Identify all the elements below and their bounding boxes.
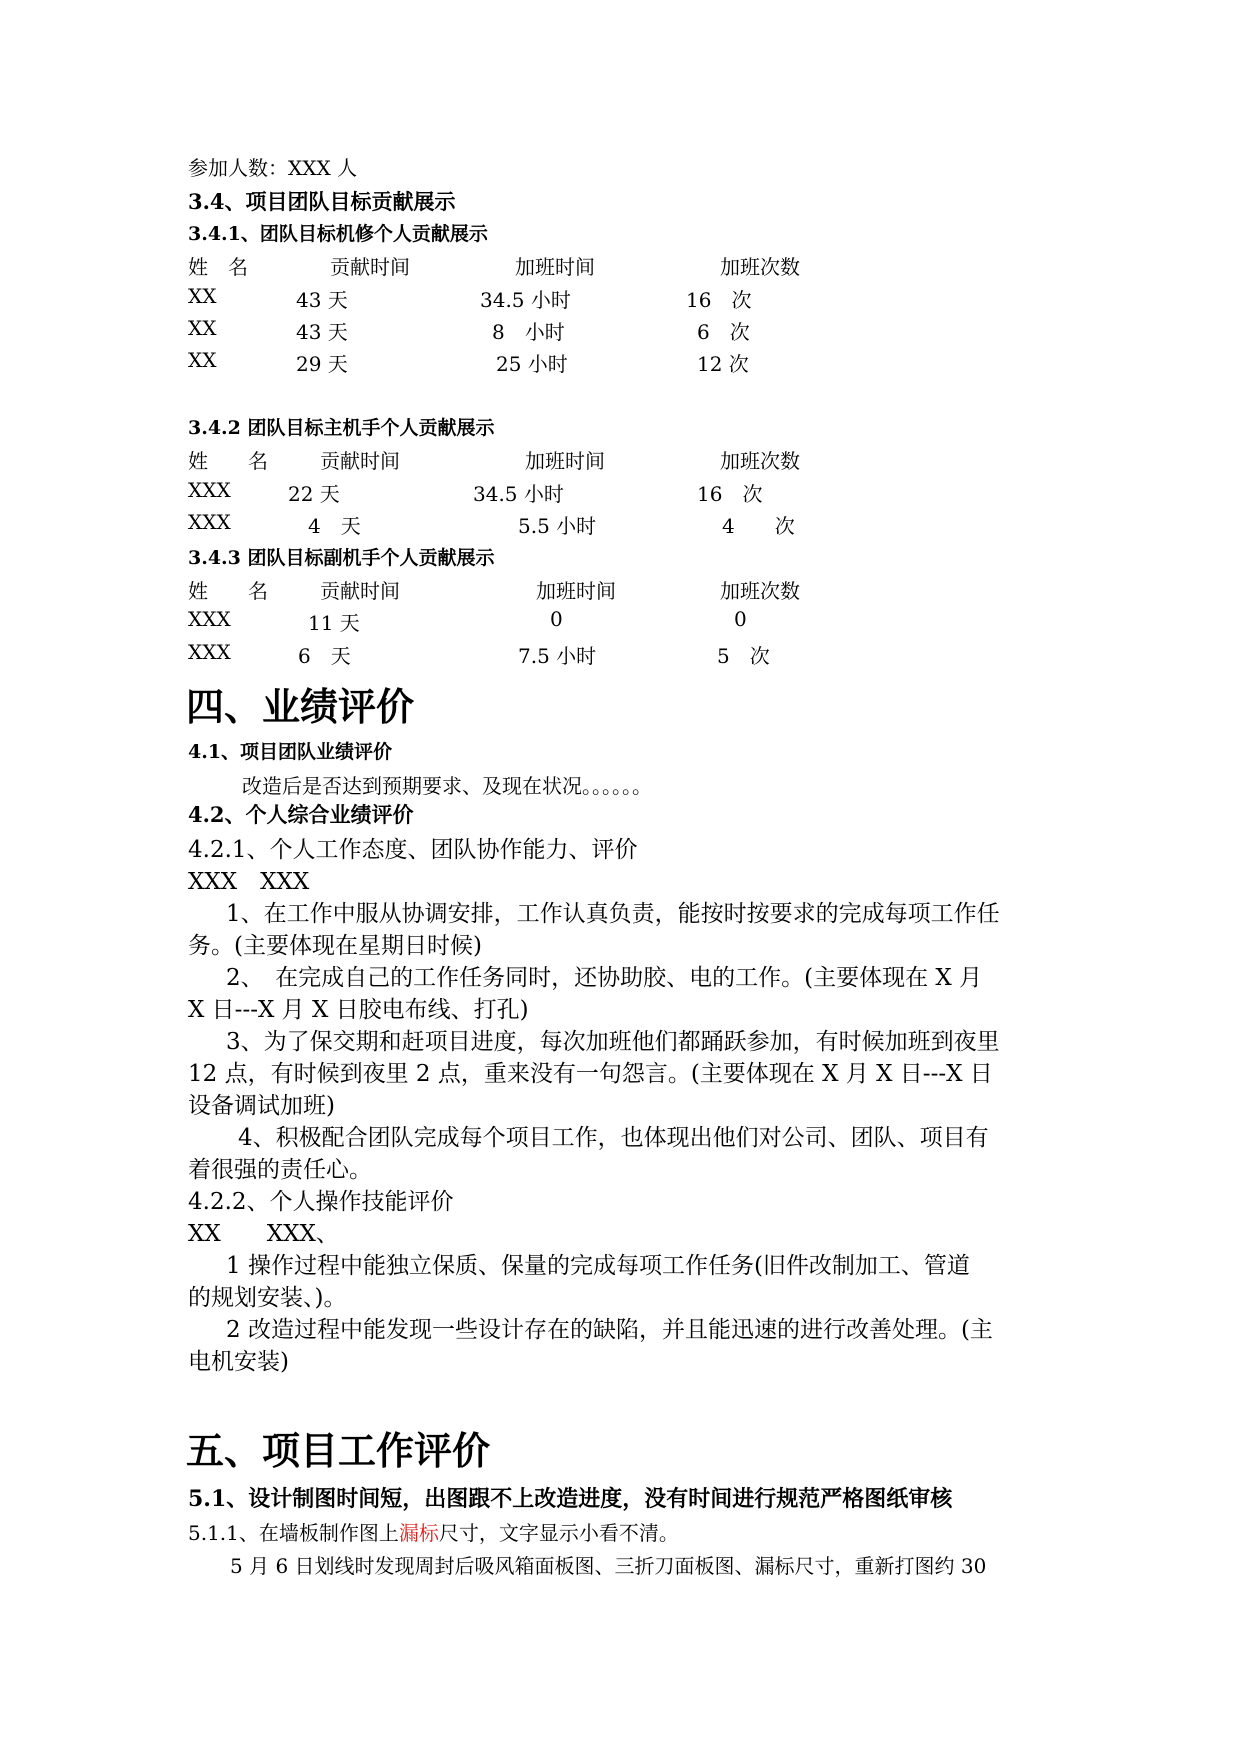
paragraph-line: 4、积极配合团队完成每个项目工作，也体现出他们对公司、团队、项目有: [238, 1125, 989, 1151]
highlighted-text: 漏标: [398, 1521, 439, 1545]
section-3-4-1-title: 3.4.1、团队目标机修个人贡献展示: [188, 223, 488, 245]
table-header: [0, 445, 1241, 475]
table-header: [0, 251, 1241, 281]
header-overtime-count: 加班次数: [720, 255, 800, 279]
paragraph-line: 1 操作过程中能独立保质、保量的完成每项工作任务(旧件改制加工、管道: [226, 1253, 970, 1279]
table-row: [0, 607, 1241, 637]
section-5-1-1-prefix: 5.1.1、在墙板制作图上: [188, 1521, 399, 1545]
cell-contribution-time: 29 天: [296, 352, 348, 376]
paragraph-line: 电机安装): [188, 1349, 289, 1375]
paragraph-line: 2、 在完成自己的工作任务同时，还协助胶、电的工作。(主要体现在 X 月: [226, 965, 983, 991]
cell-contribution-time: 43 天: [296, 288, 348, 312]
cell-overtime-count: 4 次: [722, 514, 795, 538]
cell-name: XXX: [188, 478, 231, 502]
evaluated-names: XX XXX、: [188, 1221, 339, 1247]
header-contribution-time: 贡献时间: [320, 579, 400, 603]
header-overtime-hours: 加班时间: [515, 255, 595, 279]
section-5-1-title: 5.1、设计制图时间短，出图跟不上改造进度，没有时间进行规范严格图纸审核: [188, 1486, 953, 1512]
section-3-4-2-title: 3.4.2 团队目标主机手个人贡献展示: [188, 417, 495, 439]
header-overtime-hours: 加班时间: [536, 579, 616, 603]
section-3-4-3-title: 3.4.3 团队目标副机手个人贡献展示: [188, 547, 495, 569]
cell-overtime-count: 5 次: [717, 644, 770, 668]
cell-name: XXX: [188, 607, 231, 631]
cell-contribution-time: 22 天: [288, 482, 340, 506]
cell-contribution-time: 6 天: [298, 644, 351, 668]
paragraph-line: 12 点，有时候到夜里 2 点，重来没有一句怨言。(主要体现在 X 月 X 日---X 日: [188, 1061, 993, 1087]
cell-overtime-count: 16 次: [686, 288, 752, 312]
cell-overtime-hours: 34.5 小时: [480, 288, 571, 312]
header-name: 姓 名: [188, 255, 248, 279]
header-contribution-time: 贡献时间: [320, 449, 400, 473]
paragraph-line: 设备调试加班): [188, 1093, 335, 1119]
section-4-1-title: 4.1、项目团队业绩评价: [188, 741, 393, 763]
table-row: [0, 478, 1241, 508]
cell-overtime-count: 0: [734, 607, 747, 631]
cell-overtime-hours: 34.5 小时: [473, 482, 564, 506]
cell-contribution-time: 11 天: [308, 611, 360, 635]
paragraph-line: 着很强的责任心。: [188, 1157, 372, 1183]
cell-overtime-hours: 8 小时: [492, 320, 565, 344]
cell-overtime-hours: 5.5 小时: [518, 514, 597, 538]
cell-overtime-count: 6 次: [697, 320, 750, 344]
header-overtime-count: 加班次数: [720, 579, 800, 603]
paragraph-line: 的规划安装、)。: [188, 1285, 347, 1311]
cell-overtime-count: 12 次: [697, 352, 749, 376]
header-name: 姓 名: [188, 449, 268, 473]
cell-overtime-hours: 7.5 小时: [518, 644, 597, 668]
cell-name: XX: [188, 284, 217, 308]
table-header: [0, 575, 1241, 605]
table-row: [0, 316, 1241, 346]
paragraph-line: X 日---X 月 X 日胶电布线、打孔): [188, 997, 529, 1023]
paragraph-line: 2 改造过程中能发现一些设计存在的缺陷，并且能迅速的进行改善处理。(主: [226, 1317, 993, 1343]
table-row: [0, 640, 1241, 670]
section-4-2-title: 4.2、个人综合业绩评价: [188, 802, 414, 827]
section-4-2-1-title: 4.2.1、个人工作态度、团队协作能力、评价: [188, 837, 638, 863]
cell-contribution-time: 4 天: [308, 514, 361, 538]
cell-overtime-hours: 0: [550, 607, 563, 631]
section-4-2-2-title: 4.2.2、个人操作技能评价: [188, 1189, 454, 1215]
cell-overtime-count: 16 次: [697, 482, 763, 506]
table-row: [0, 284, 1241, 314]
section-5-heading: 五、项目工作评价: [186, 1428, 491, 1473]
header-contribution-time: 贡献时间: [330, 255, 410, 279]
table-row: [0, 348, 1241, 378]
paragraph-line: 1、在工作中服从协调安排，工作认真负责，能按时按要求的完成每项工作任: [226, 901, 1000, 927]
cell-overtime-hours: 25 小时: [496, 352, 568, 376]
evaluated-names: XXX XXX: [188, 869, 310, 895]
paragraph-line: 3、为了保交期和赶项目进度，每次加班他们都踊跃参加，有时候加班到夜里: [226, 1029, 1000, 1055]
cell-name: XXX: [188, 640, 231, 664]
cell-name: XXX: [188, 510, 231, 534]
table-row: [0, 510, 1241, 540]
section-5-1-1-suffix: 尺寸，文字显示小看不清。: [438, 1521, 679, 1545]
section-4-heading: 四、业绩评价: [186, 684, 415, 729]
cell-contribution-time: 43 天: [296, 320, 348, 344]
section-5-1-1-text: 5 月 6 日划线时发现周封后吸风箱面板图、三折刀面板图、漏标尺寸，重新打图约 30: [230, 1554, 987, 1578]
section-5-1-1-line: [188, 1517, 679, 1546]
section-4-1-text: 改造后是否达到预期要求、及现在状况。。。。。。: [242, 774, 652, 798]
header-overtime-count: 加班次数: [720, 449, 800, 473]
paragraph-line: 务。(主要体现在星期日时候): [188, 933, 482, 959]
section-3-4-title: 3.4、项目团队目标贡献展示: [188, 189, 456, 214]
cell-name: XX: [188, 348, 217, 372]
participants-line: 参加人数：XXX 人: [188, 156, 358, 180]
header-name: 姓 名: [188, 579, 268, 603]
cell-name: XX: [188, 316, 217, 340]
header-overtime-hours: 加班时间: [525, 449, 605, 473]
